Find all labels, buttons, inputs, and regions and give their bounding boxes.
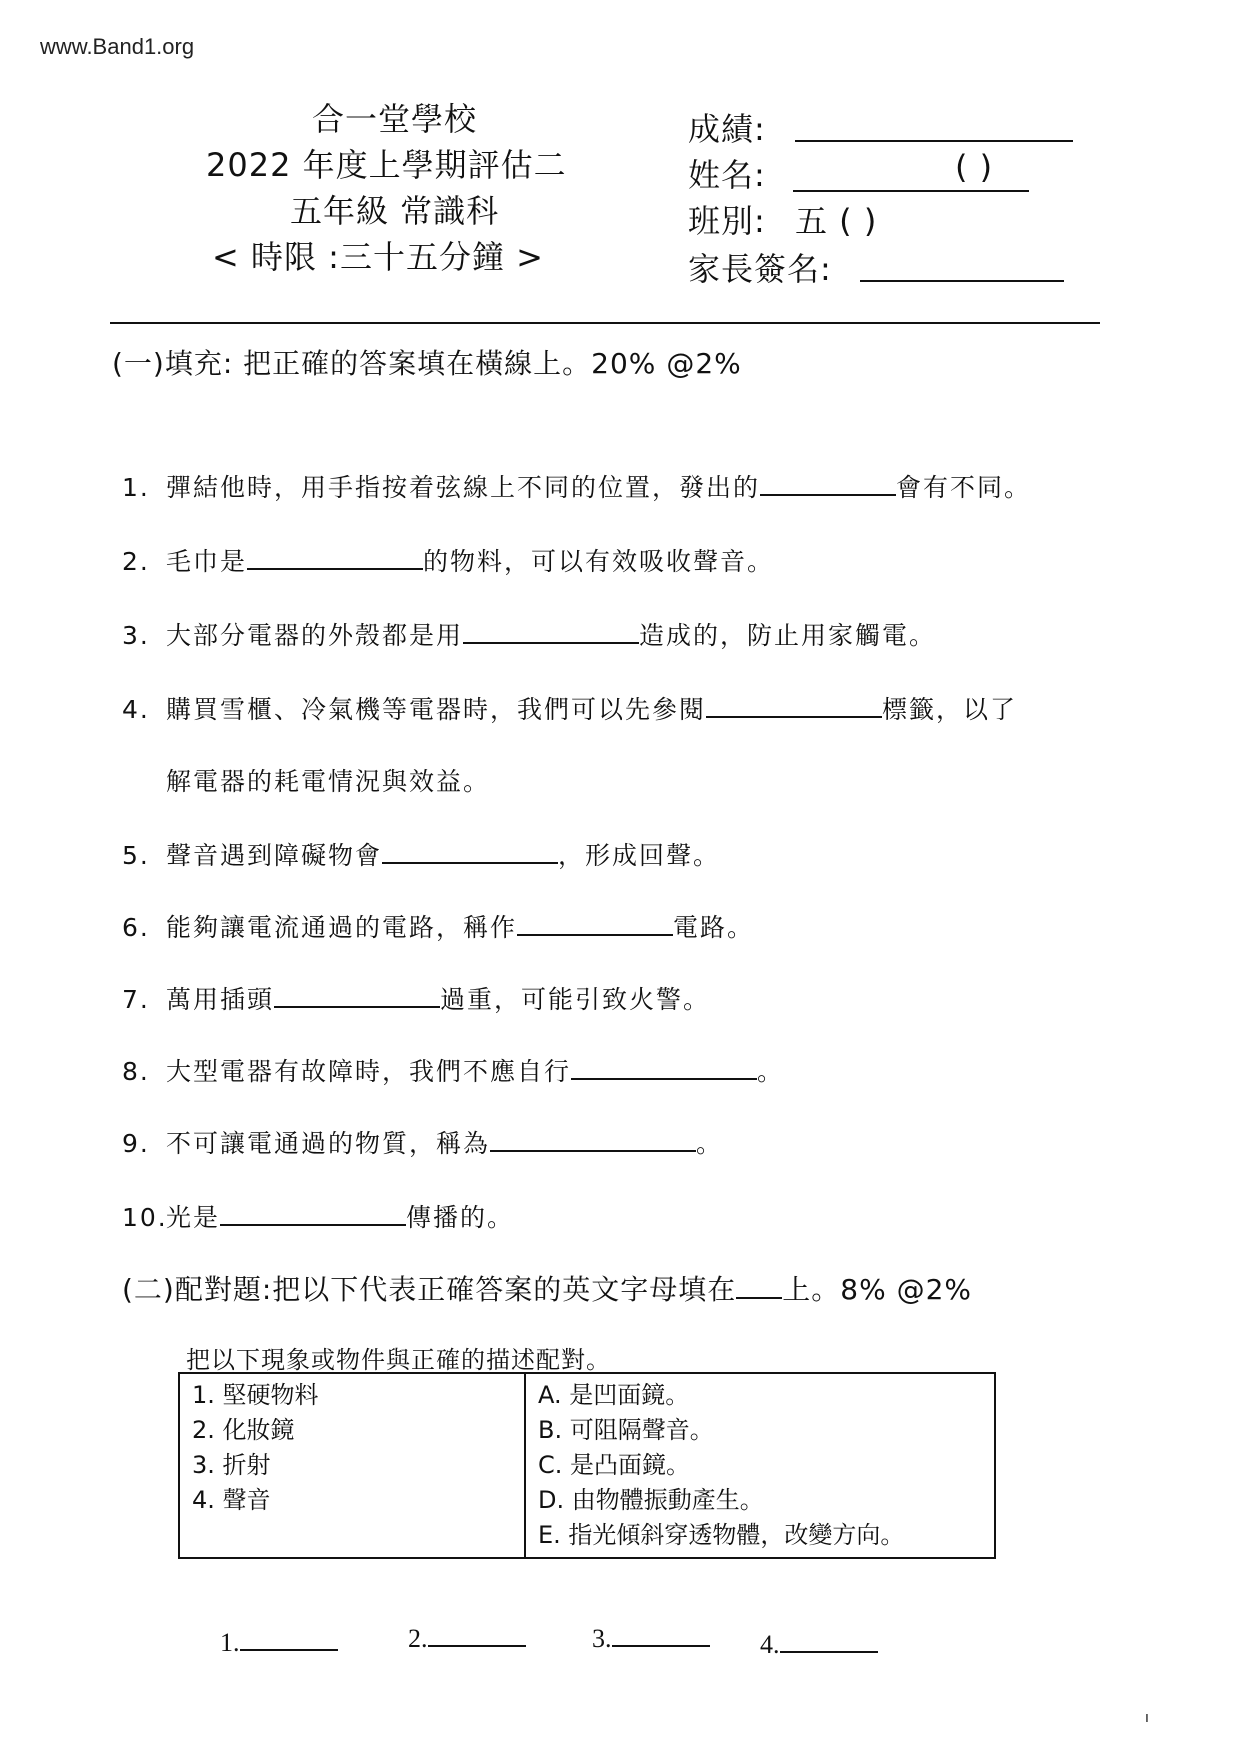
matching-left-item: 3. 折射: [192, 1451, 271, 1479]
question-text: 聲音遇到障礙物會: [166, 841, 383, 870]
question-number: 7.: [122, 985, 150, 1014]
grade-subject: 五年級 常識科: [290, 192, 500, 230]
question-text: 會有不同。: [896, 473, 1032, 502]
page-mark: ı: [1145, 1710, 1149, 1726]
question-text: 的物料，可以有效吸收聲音。: [423, 547, 775, 576]
matching-left-item: 2. 化妝鏡: [192, 1416, 295, 1444]
answer-4: [760, 1630, 878, 1660]
answer-number: 3.: [592, 1624, 612, 1653]
question-text: 。: [757, 1057, 785, 1086]
answer-blank[interactable]: [247, 567, 423, 570]
section2-title-text: 上。8% @2%: [782, 1273, 973, 1306]
matching-right-item: E. 指光傾斜穿透物體，改變方向。: [538, 1521, 905, 1549]
answer-number: 2.: [408, 1624, 428, 1653]
question-number: 6.: [122, 913, 150, 942]
question-number: 1.: [122, 473, 150, 502]
matching-left-item: 1. 堅硬物料: [192, 1381, 319, 1409]
question-number: 2.: [122, 547, 150, 576]
answer-3: [592, 1624, 710, 1654]
parent-signature-label: 家長簽名:: [688, 250, 832, 288]
question-text: 標籤，以了: [882, 695, 1018, 724]
matching-instruction: 把以下現象或物件與正確的描述配對。: [186, 1346, 611, 1374]
question-number: 10.: [122, 1203, 168, 1232]
matching-right-item: C. 是凸面鏡。: [538, 1451, 691, 1479]
answer-blank[interactable]: [220, 1223, 406, 1226]
class-label: 班別:: [688, 202, 766, 240]
question-4-continued: 解電器的耗電情況與效益。: [166, 767, 491, 796]
class-value[interactable]: 五 ( ): [795, 202, 878, 240]
name-paren: ( ): [955, 148, 994, 186]
question-number: 3.: [122, 621, 150, 650]
answer-number: 4.: [760, 1630, 780, 1659]
question-4: [122, 690, 1017, 726]
question-number: 9.: [122, 1129, 150, 1158]
answer-blank[interactable]: [571, 1077, 757, 1080]
question-text: 毛巾是: [166, 547, 248, 576]
answer-blank[interactable]: [240, 1648, 338, 1651]
question-text: 不可讓電通過的物質，稱為: [166, 1129, 491, 1158]
score-line[interactable]: [795, 140, 1073, 142]
parent-signature-line[interactable]: [860, 280, 1064, 282]
question-text: 過重，可能引致火警。: [440, 985, 711, 1014]
answer-blank[interactable]: [780, 1650, 878, 1653]
question-3: [122, 616, 936, 652]
answer-blank[interactable]: [428, 1644, 526, 1647]
section2-title: [122, 1268, 972, 1308]
question-1: [122, 468, 1031, 504]
question-10: [122, 1198, 514, 1234]
question-text: 大型電器有故障時，我們不應自行: [166, 1057, 572, 1086]
name-line[interactable]: [793, 190, 1029, 192]
answer-2: [408, 1624, 526, 1654]
matching-right-column: [525, 1373, 995, 1558]
answer-1: [220, 1628, 338, 1658]
question-number: 5.: [122, 841, 150, 870]
site-watermark[interactable]: www.Band1.org: [40, 34, 195, 59]
question-5: [122, 836, 720, 872]
question-text: 購買雪櫃、冷氣機等電器時，我們可以先參閱: [166, 695, 707, 724]
header-divider: [110, 322, 1100, 324]
answer-blank[interactable]: [463, 641, 639, 644]
question-6: [122, 908, 754, 944]
answer-blank[interactable]: [382, 861, 558, 864]
matching-right-item: A. 是凹面鏡。: [538, 1381, 690, 1409]
section2-title-text: (二)配對題:把以下代表正確答案的英文字母填在: [122, 1273, 737, 1306]
question-7: [122, 980, 710, 1016]
question-text: 能夠讓電流通過的電路，稱作: [166, 913, 518, 942]
matching-right-item: D. 由物體振動產生。: [538, 1486, 764, 1514]
name-label: 姓名:: [688, 156, 766, 194]
answer-blank[interactable]: [517, 933, 673, 936]
answer-number: 1.: [220, 1628, 240, 1657]
question-number: 8.: [122, 1057, 150, 1086]
question-text: 萬用插頭: [166, 985, 275, 1014]
matching-left-item: 4. 聲音: [192, 1486, 271, 1514]
answer-blank[interactable]: [274, 1005, 440, 1008]
question-8: [122, 1052, 784, 1088]
question-2: [122, 542, 774, 578]
matching-table: [178, 1372, 996, 1559]
question-text: 電路。: [673, 913, 755, 942]
exam-title: 2022 年度上學期評估二: [206, 146, 567, 184]
answer-blank[interactable]: [706, 715, 882, 718]
question-9: [122, 1124, 723, 1160]
question-text: 大部分電器的外殼都是用: [166, 621, 464, 650]
answer-blank[interactable]: [760, 493, 896, 496]
question-text: 光是: [166, 1203, 221, 1232]
title-blank: [736, 1296, 782, 1299]
question-text: 造成的，防止用家觸電。: [639, 621, 937, 650]
school-name: 合一堂學校: [312, 100, 478, 138]
question-text: 。: [696, 1129, 724, 1158]
matching-left-column: [179, 1373, 525, 1558]
matching-right-item: B. 可阻隔聲音。: [538, 1416, 714, 1444]
section1-title: (一)填充: 把正確的答案填在橫線上。20% @2%: [112, 347, 742, 380]
question-text: 彈結他時，用手指按着弦線上不同的位置，發出的: [166, 473, 761, 502]
time-limit: < 時限 :三十五分鐘 >: [212, 238, 544, 276]
answer-blank[interactable]: [612, 1644, 710, 1647]
question-text: 傳播的。: [406, 1203, 515, 1232]
question-number: 4.: [122, 695, 150, 724]
score-label: 成績:: [688, 110, 766, 148]
question-text: ，形成回聲。: [558, 841, 721, 870]
answer-blank[interactable]: [490, 1149, 696, 1152]
